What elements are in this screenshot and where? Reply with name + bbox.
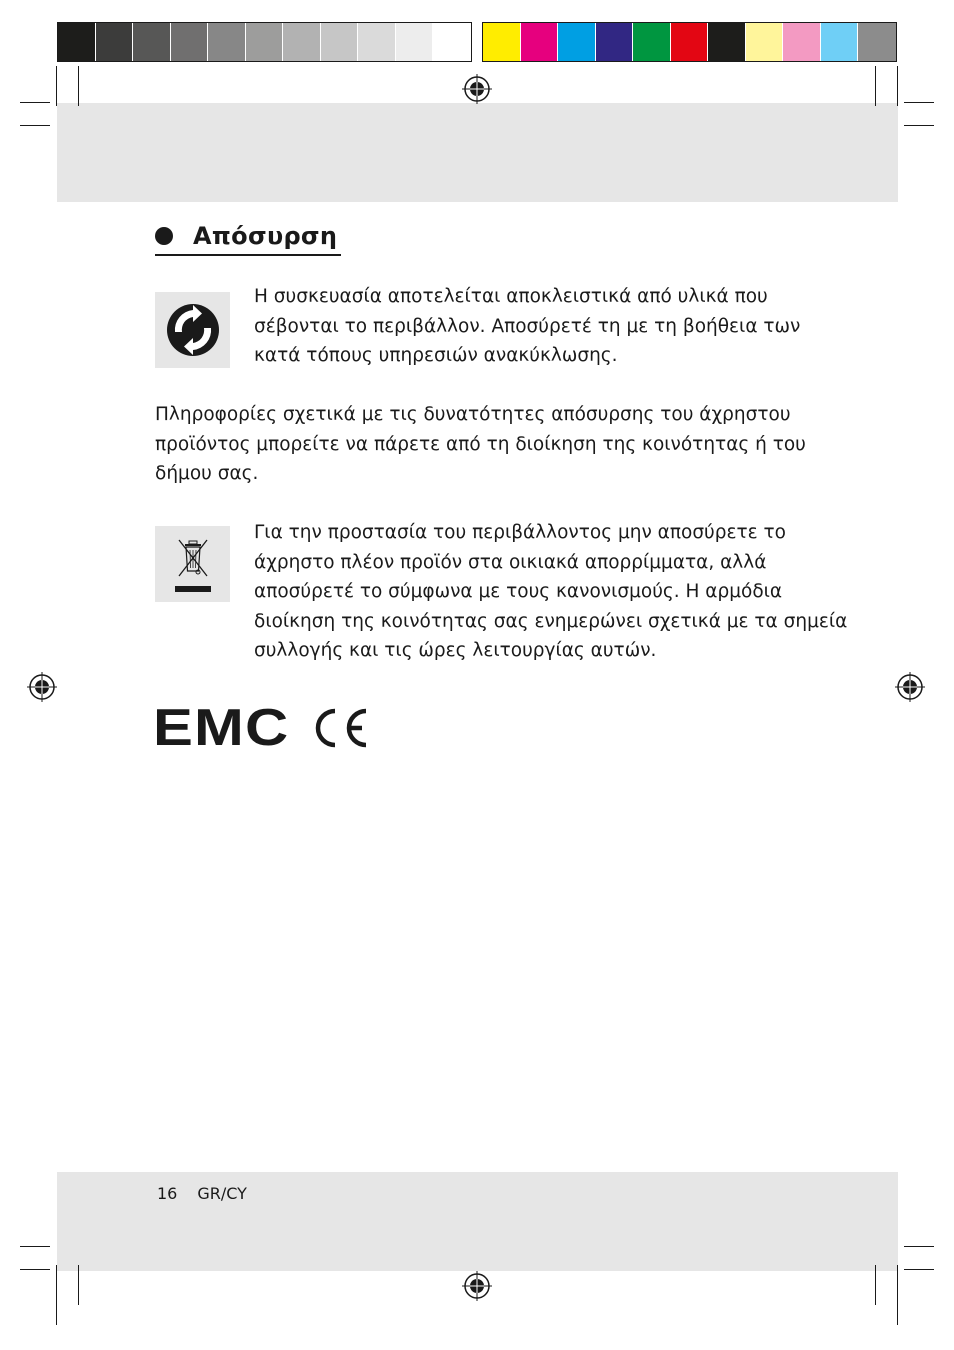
text-line: σέβονται το περιβάλλον. Αποσύρετέ τη με τη βοήθεια των: [254, 315, 801, 337]
color-swatch: [133, 23, 171, 61]
crossed-out-bin-icon: [169, 532, 217, 596]
registration-mark-icon: [27, 672, 57, 702]
ce-mark-icon: [310, 707, 368, 749]
color-swatch: [858, 23, 896, 61]
color-swatch: [58, 23, 96, 61]
color-swatch: [358, 23, 396, 61]
color-swatch: [321, 23, 359, 61]
color-swatch: [821, 23, 859, 61]
bullet-icon: [155, 227, 173, 245]
color-swatch: [283, 23, 321, 61]
crop-mark: [78, 66, 79, 106]
registration-mark-icon: [462, 1271, 492, 1301]
crop-mark: [78, 1265, 79, 1305]
color-swatch-bar: [482, 22, 897, 62]
color-swatch: [171, 23, 209, 61]
registration-mark-icon: [895, 672, 925, 702]
crop-mark: [20, 102, 50, 103]
page-footer: [157, 1184, 247, 1203]
color-swatch: [746, 23, 784, 61]
crop-mark: [904, 1269, 934, 1270]
text-line: Η συσκευασία αποτελείται αποκλειστικά από υλικά που: [254, 286, 768, 307]
text-line: διοίκηση της κοινότητας σας ενημερώνει σχετικά με τα σημεία: [254, 610, 848, 632]
color-swatch: [396, 23, 434, 61]
crop-mark: [56, 66, 57, 106]
text-line: άχρηστο πλέον προϊόν στα οικιακά απορρίμματα, αλλά: [254, 551, 767, 573]
crop-mark: [20, 1269, 50, 1270]
crop-mark: [20, 1246, 50, 1247]
certification-marks: [153, 699, 368, 757]
crop-mark: [904, 125, 934, 126]
text-line: αποσύρετέ το σύμφωνα με τους κανονισμούς. Η αρμόδια: [254, 581, 783, 602]
crop-mark: [904, 1246, 934, 1247]
color-swatch: [96, 23, 134, 61]
region-code: GR/CY: [197, 1184, 247, 1203]
color-swatch: [483, 23, 521, 61]
grayscale-swatch-bar: [57, 22, 472, 62]
color-swatch: [671, 23, 709, 61]
header-band: [57, 103, 898, 202]
weee-paragraph: [254, 518, 847, 666]
crop-mark: [56, 1265, 57, 1325]
page-number: 16: [157, 1184, 178, 1203]
color-swatch: [783, 23, 821, 61]
emc-mark: EMC: [153, 699, 290, 757]
crop-mark: [904, 102, 934, 103]
text-line: προϊόντος μπορείτε να πάρετε από τη διοίκηση της κοινότητας ή του: [155, 433, 806, 455]
info-paragraph: [155, 400, 806, 489]
text-line: Για την προστασία του περιβάλλοντος μην αποσύρετε το: [254, 522, 786, 543]
recycle-paragraph: [254, 282, 800, 371]
weee-icon-box: [155, 526, 230, 602]
text-line: συλλογής και τις ώρες λειτουργίας αυτών.: [254, 640, 657, 661]
color-swatch: [208, 23, 246, 61]
crop-mark: [897, 1265, 898, 1325]
color-swatch: [596, 23, 634, 61]
heading-underline: [155, 254, 341, 256]
crop-mark: [20, 125, 50, 126]
recycling-icon-box: [155, 292, 230, 368]
crop-mark: [897, 66, 898, 106]
color-swatch: [633, 23, 671, 61]
color-swatch: [558, 23, 596, 61]
section-title: Απόσυρση: [193, 222, 338, 250]
text-line: κατά τόπους υπηρεσιών ανακύκλωσης.: [254, 345, 618, 366]
text-line: Πληροφορίες σχετικά με τις δυνατότητες απόσυρσης του άχρηστου: [155, 404, 791, 425]
color-swatch: [246, 23, 284, 61]
text-line: δήμου σας.: [155, 463, 259, 484]
registration-mark-icon: [462, 74, 492, 104]
color-swatch: [708, 23, 746, 61]
crop-mark: [875, 66, 876, 106]
crop-mark: [875, 1265, 876, 1305]
green-dot-recycling-icon: [165, 302, 221, 358]
color-swatch: [433, 23, 471, 61]
color-swatch: [521, 23, 559, 61]
section-heading: [155, 222, 337, 250]
